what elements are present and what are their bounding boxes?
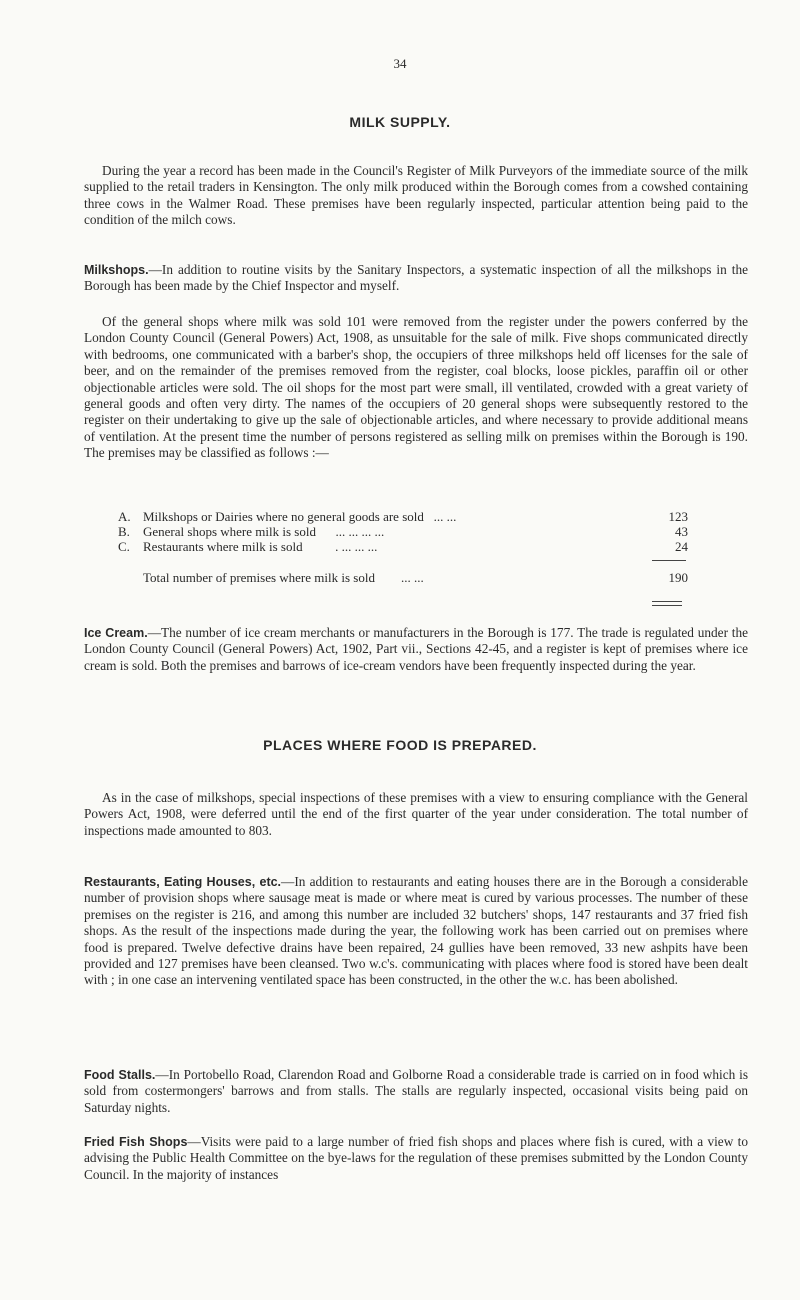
milkshops-paragraph <box>84 262 748 295</box>
total-dots: ... ... <box>400 570 424 585</box>
food-stalls-lead: Food Stalls. <box>84 1068 156 1082</box>
premises-classification-table <box>118 509 688 554</box>
fried-fish-paragraph <box>84 1134 748 1183</box>
fried-fish-lead: Fried Fish Shops <box>84 1135 188 1149</box>
milkshops-text: —In addition to routine visits by the Sanitary Inspectors, a systematic inspection of all the milkshops in the Borough has been made by the Chief Inspector and myself. <box>84 262 748 294</box>
food-stalls-text: —In Portobello Road, Clarendon Road and Golborne Road a considerable trade is carried on in food which is sold from costermongers' barrows and from stalls. The stalls are regularly inspected, occasional visits being paid on Saturday nights. <box>84 1067 748 1115</box>
classification-row <box>118 524 688 539</box>
classification-value: 43 <box>675 524 688 539</box>
fried-fish-text: —Visits were paid to a large number of fried fish shops and places where fish is cured, with a view to advising the Public Health Committee on the bye-laws for the regulation of these premises submitted by the London County Council. In the majority of instances <box>84 1134 748 1182</box>
total-double-rule <box>652 601 682 606</box>
classification-letter: C. <box>118 539 130 554</box>
classification-dots: ... ... <box>433 509 457 524</box>
classification-letter: A. <box>118 509 131 524</box>
ice-cream-text: —The number of ice cream merchants or manufacturers in the Borough is 177. The trade is regulated under the London County Council (General Powers) Act, 1902, Part vii., Sections 42-45, and a register is kept of premises where ice cream is sold. Both the premises and barrows of ice-cream vendors have been frequently inspected during the year. <box>84 625 749 673</box>
ice-cream-lead: Ice Cream. <box>84 626 148 640</box>
classification-description: Milkshops or Dairies where no general goods are sold <box>143 509 424 524</box>
milk-supply-intro-text: During the year a record has been made in the Council's Register of Milk Purveyors of the immediate source of the milk supplied to the retail traders in Kensington. The only milk produced within the Borough comes from a cowshed containing three cows in the Walmer Road. These premises have been regularly inspected, particular attention being paid to the condition of the milch cows. <box>84 163 748 228</box>
food-prepared-intro-text: As in the case of milkshops, special inspections of these premises with a view to ensuring compliance with the General Powers Act, 1908, were deferred until the end of the first quarter of the year under consideration. The total number of inspections made amounted to 803. <box>84 790 748 838</box>
page-number: 34 <box>393 56 407 71</box>
classification-dots: . ... ... ... <box>335 539 378 554</box>
restaurants-paragraph <box>84 874 748 989</box>
classification-letter: B. <box>118 524 130 539</box>
classification-description: General shops where milk is sold <box>143 524 316 539</box>
ice-cream-paragraph <box>84 625 748 674</box>
restaurants-lead: Restaurants, Eating Houses, etc. <box>84 875 282 889</box>
food-prepared-heading: PLACES WHERE FOOD IS PREPARED. <box>263 737 537 753</box>
subtotal-rule <box>652 560 686 561</box>
classification-row <box>118 509 688 524</box>
classification-value: 24 <box>675 539 688 554</box>
milkshops-lead: Milkshops. <box>84 263 149 277</box>
restaurants-text: —In addition to restaurants and eating houses there are in the Borough a considerable number of provision shops where sausage meat is made or where meat is cured by various processes. The number of these premises on the register is 216, and among this number are included 32 butchers' shops, 147 restaurants and 37 fried fish shops. As the result of the inspections made during the year, the following work has been carried out on premises where food is prepared. Twelve defective drains have been repaired, 24 gullies have been removed, 33 new ashpits have been provided and 127 premises have been cleansed. Two w.c's. communicating with places where food is stored have been dealt with ; in one case an intervening ventilated space has been constructed, in the other the w.c. has been abolished. <box>84 874 748 988</box>
classification-row <box>118 539 688 554</box>
classification-description: Restaurants where milk is sold <box>143 539 303 554</box>
total-row <box>143 570 688 585</box>
classification-value: 123 <box>668 509 688 524</box>
general-shops-text: Of the general shops where milk was sold 101 were removed from the register under the powers conferred by the London County Council (General Powers) Act, 1908, as unsuitable for the sale of milk. Five shops communicated directly with bedrooms, one communicated with a barber's shop, the occupiers of three milkshops held off licenses for the sale of beer, and on the remainder of the premises removed from the register, coal blocks, loose pickles, paraffin oil or other objectionable articles were sold. The oil shops for the most part were small, ill ventilated, crowded with a great variety of general goods and often very dirty. The names of the occupiers of 20 general shops were subsequently restored to the register on their undertaking to give up the sale of objectionable articles, and where necessary to provide additional means of ventilation. At the present time the number of persons registered as selling milk on premises within the Borough is 190. The premises may be classified as follows :— <box>84 314 748 461</box>
food-prepared-intro-paragraph <box>84 790 748 839</box>
food-stalls-paragraph <box>84 1067 748 1116</box>
total-label: Total number of premises where milk is sold <box>143 570 375 585</box>
milk-supply-intro-paragraph <box>84 163 748 229</box>
classification-dots: ... ... ... ... <box>335 524 385 539</box>
general-shops-paragraph <box>84 314 748 462</box>
milk-supply-heading: MILK SUPPLY. <box>349 114 451 130</box>
total-value: 190 <box>668 570 688 585</box>
